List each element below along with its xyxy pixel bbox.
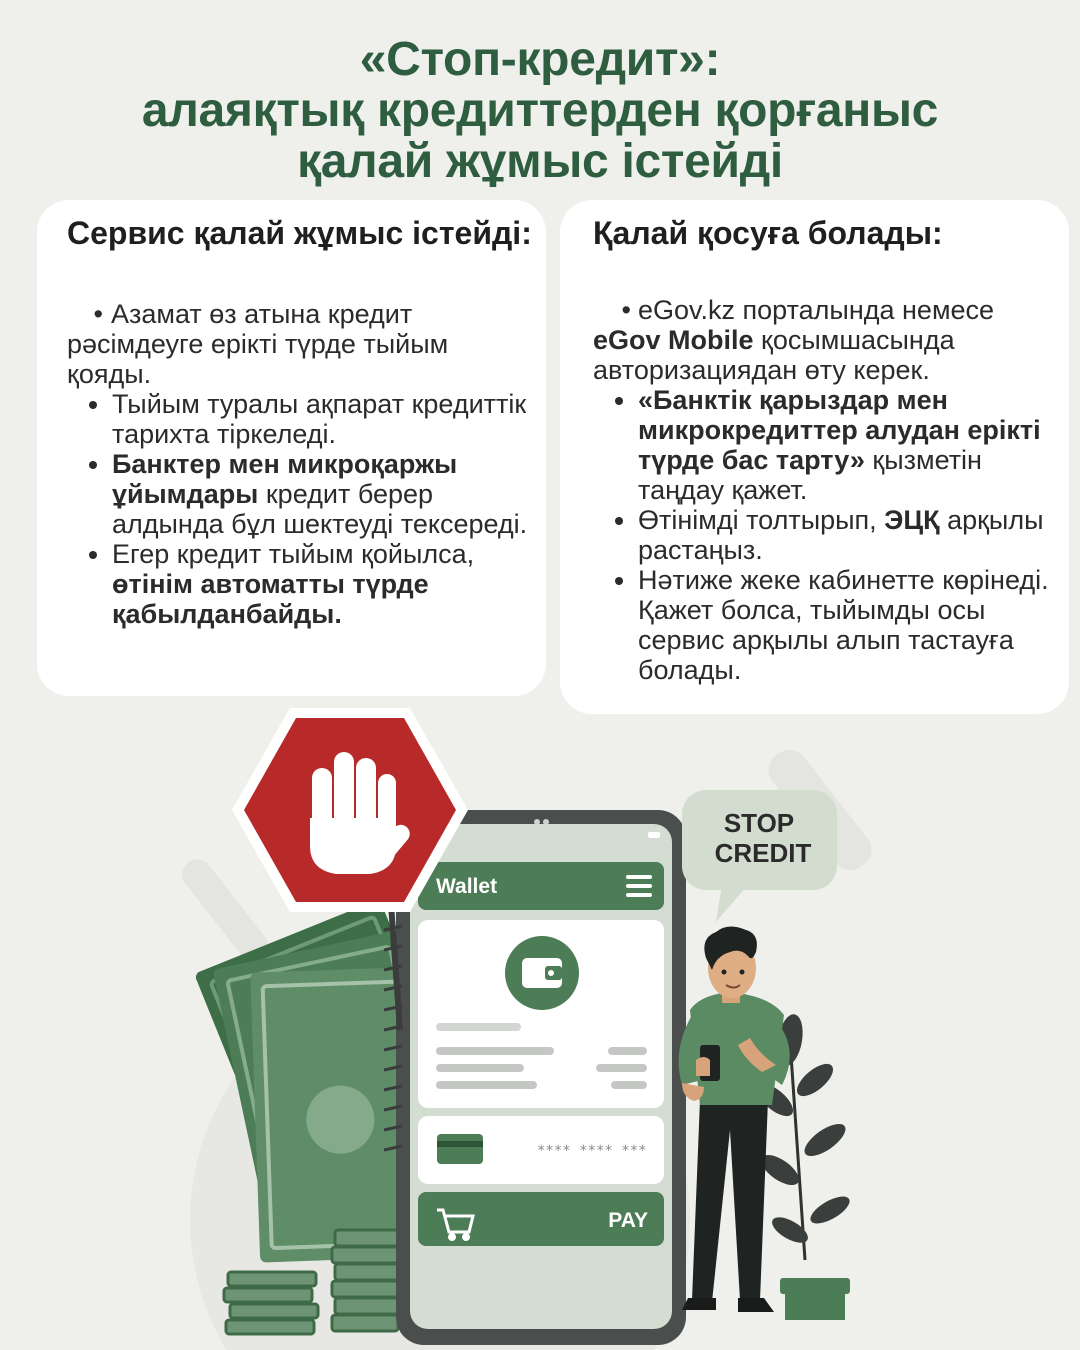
how-to-enable-lead: • eGov.kz порталында немесе eGov Mobile қосымшасында авторизациядан өту керек.	[593, 295, 995, 385]
list-item: • Банктер мен микроқаржы ұйымдары кредит берер алдында бұл шектеуді тексереді.	[112, 449, 536, 539]
page-title	[0, 34, 1080, 187]
stop-credit-illustration	[0, 700, 1080, 1350]
how-it-works-card	[37, 200, 546, 696]
title-line-3: қалай жұмыс істейді	[297, 135, 783, 188]
speech-bubble	[682, 790, 837, 922]
smartphone	[396, 810, 686, 1345]
how-it-works-list	[67, 389, 536, 629]
list-item: • «Банктік қарыздар мен микрокредиттер алудан ерікті түрде бас тарту» қызметін таңдау қажет.	[638, 385, 1061, 505]
how-it-works-lead: • Азамат өз атына кредит рәсімдеуге ерікті түрде тыйым қояды.	[67, 299, 449, 389]
title-line-1: «Стоп-кредит»:	[359, 33, 721, 86]
title-line-2: алаяқтық кредиттерден қорғаныс	[141, 84, 939, 137]
how-to-enable-heading: Қалай қосуға болады:	[593, 215, 943, 251]
how-to-enable-card	[560, 200, 1069, 714]
man-figure	[679, 926, 790, 1312]
wallet-icon	[505, 936, 579, 1010]
pay-label: PAY	[608, 1209, 648, 1232]
bank-card-icon	[437, 1134, 483, 1164]
wallet-title: Wallet	[436, 875, 498, 898]
bullet-icon: •	[621, 295, 631, 325]
card-number: **** **** ***	[537, 1143, 647, 1159]
list-item: • Егер кредит тыйым қойылса, өтінім автоматты түрде қабылданбайды.	[112, 539, 536, 629]
list-item: • Өтінімді толтырып, ЭЦҚ арқылы растаңыз.	[638, 505, 1061, 565]
list-item: • Нәтиже жеке кабинетте көрінеді. Қажет болса, тыйымды осы сервис арқылы алып тастауға болады.	[638, 565, 1061, 685]
bubble-line-1: STOP	[723, 808, 795, 838]
how-it-works-heading: Сервис қалай жұмыс істейді:	[67, 215, 532, 251]
list-item: • Тыйым туралы ақпарат кредиттік тарихта тіркеледі.	[112, 389, 536, 449]
how-to-enable-list	[593, 385, 1061, 685]
bullet-icon: •	[93, 299, 103, 329]
bubble-line-2: CREDIT	[714, 838, 812, 868]
